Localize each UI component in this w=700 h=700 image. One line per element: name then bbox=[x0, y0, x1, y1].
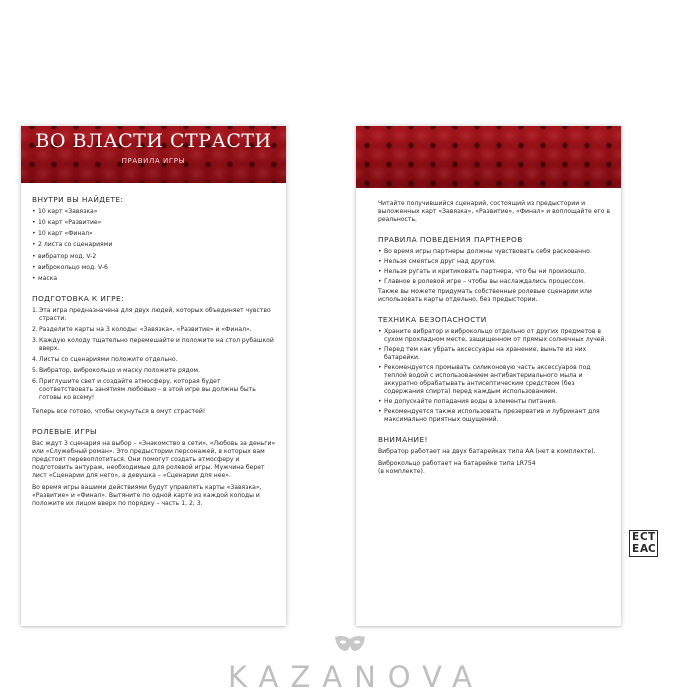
prep-step bbox=[32, 356, 276, 364]
bullet-marker: • bbox=[32, 241, 36, 249]
step-text: Приглушите свет и создайте атмосферу, которая будет соответствовать занятиям любовью – в этой игре вы должны быть готовы ко всему! bbox=[39, 378, 256, 402]
behavior-list bbox=[378, 248, 612, 286]
bullet-marker: • bbox=[378, 327, 382, 335]
list-item bbox=[378, 268, 612, 276]
step-text: Вибратор, виброкольцо и маску положите рядом. bbox=[39, 367, 200, 375]
bullet-marker: • bbox=[32, 207, 36, 215]
list-item bbox=[378, 248, 612, 256]
safety-heading: ТЕХНИКА БЕЗОПАСНОСТИ bbox=[378, 315, 487, 325]
list-item-text: Во время игры партнеры должны чувствовать себя раскованно. bbox=[384, 247, 592, 255]
bullet-marker: • bbox=[32, 252, 36, 260]
bullet-marker: • bbox=[378, 257, 382, 265]
bullet-marker: • bbox=[378, 247, 382, 255]
cert-letter: Е bbox=[632, 531, 640, 543]
inside-section bbox=[32, 195, 276, 283]
prep-steps bbox=[32, 307, 276, 402]
list-item-text: Перед тем как убрать аксессуары на хранение, выньте из них батарейки. bbox=[384, 345, 587, 361]
step-text: Листы со сценариями положите отдельно. bbox=[39, 356, 178, 364]
cert-letter: С bbox=[640, 531, 648, 543]
bullet-marker: • bbox=[32, 263, 36, 271]
bullet-marker: • bbox=[378, 277, 382, 285]
list-item bbox=[378, 346, 612, 362]
step-text: Каждую колоду тщательно перемешайте и положите на стол рубашкой вверх. bbox=[39, 336, 274, 352]
attention-section bbox=[378, 435, 612, 476]
eac-certification-mark bbox=[629, 530, 658, 557]
prep-section bbox=[32, 294, 276, 416]
game-title: ВО ВЛАСТИ СТРАСТИ bbox=[35, 130, 272, 152]
list-item-text: 2 листа со сценариями bbox=[38, 241, 113, 249]
inside-heading: ВНУТРИ ВЫ НАЙДЕТЕ: bbox=[32, 195, 124, 204]
list-item bbox=[32, 241, 276, 249]
prep-step bbox=[32, 326, 276, 334]
bullet-marker: • bbox=[378, 408, 382, 416]
prep-step bbox=[32, 307, 276, 323]
rules-page-left bbox=[21, 126, 286, 626]
behavior-footer: Также вы можете придумать собственные ролевые сценарии или использовать карты отдельно, без предыстории. bbox=[378, 287, 592, 304]
list-item bbox=[32, 253, 276, 261]
list-item-text: 10 карт «Финал» bbox=[38, 230, 93, 238]
attention-heading: ВНИМАНИЕ! bbox=[378, 435, 428, 445]
left-content bbox=[32, 195, 276, 519]
cert-letter: С bbox=[648, 543, 656, 555]
roles-heading: РОЛЕВЫЕ ИГРЫ bbox=[32, 427, 97, 437]
list-item bbox=[378, 328, 612, 344]
decorative-banner bbox=[356, 126, 621, 188]
list-item-text: Храните вибратор и виброкольцо отдельно от других предметов в сухом прохладном месте, защищенном от прямых солнечных лучей. bbox=[384, 327, 607, 343]
list-item-text: 10 карт «Завязка» bbox=[38, 207, 98, 215]
step-text: Эта игра предназначена для двух людей, которых объединяет чувство страсти. bbox=[39, 306, 271, 322]
step-number: 2. bbox=[32, 325, 38, 333]
mask-logo-icon bbox=[333, 634, 367, 654]
bullet-marker: • bbox=[32, 230, 36, 238]
bullet-marker: • bbox=[32, 275, 36, 283]
bullet-marker: • bbox=[378, 363, 382, 371]
intro-paragraph: Читайте получившийся сценарий, состоящий из предыстории и выложенных карт «Завязка», «Развитие», «Финал» и воплощайте его в реальность. bbox=[378, 200, 610, 224]
list-item bbox=[378, 398, 612, 406]
list-item-text: вибратор мод. V-2 bbox=[38, 252, 97, 260]
list-item bbox=[32, 208, 276, 216]
list-item bbox=[32, 219, 276, 227]
list-item-text: маска bbox=[38, 275, 58, 283]
attention-battery-ring: Виброкольцо работает на батарейке типа LR754 (в комплекте). bbox=[378, 459, 536, 475]
list-item bbox=[378, 258, 612, 266]
prep-footer: Теперь все готово, чтобы окунуться в омут страстей! bbox=[32, 408, 206, 416]
list-item bbox=[32, 230, 276, 238]
attention-battery-vibrator: Вибратор работает на двух батарейках типа АА (нет в комплекте). bbox=[378, 447, 596, 455]
list-item-text: Рекомендуется также использовать презерватив и лубрикант для максимально приятных ощущений. bbox=[384, 408, 600, 424]
list-item-text: виброкольцо мод. V-6 bbox=[38, 263, 108, 271]
safety-list bbox=[378, 328, 612, 424]
list-item-text: Не допускайте попадания воды в элементы питания. bbox=[384, 398, 557, 406]
list-item bbox=[378, 408, 612, 424]
list-item bbox=[378, 364, 612, 396]
list-item bbox=[378, 278, 612, 286]
bullet-marker: • bbox=[378, 267, 382, 275]
rules-page-right bbox=[356, 126, 621, 626]
step-number: 1. bbox=[32, 306, 38, 314]
step-number: 6. bbox=[32, 378, 38, 386]
behavior-heading: ПРАВИЛА ПОВЕДЕНИЯ ПАРТНЕРОВ bbox=[378, 235, 523, 245]
list-item-text: Главное в ролевой игре – чтобы вы наслаждались процессом. bbox=[384, 277, 586, 285]
roles-paragraph-2: Во время игры вашими действиями будут управлять карты «Завязка», «Развитие» и «Финал». Вытяните по одной карте из каждой колоды и положите их лицом вверх по порядку – часть 1, 2, 3. bbox=[32, 484, 262, 508]
bullet-marker: • bbox=[32, 218, 36, 226]
right-content bbox=[378, 200, 612, 487]
bullet-marker: • bbox=[378, 345, 382, 353]
list-item-text: Нельзя ругать и критиковать партнера, что бы ни произошло. bbox=[384, 267, 587, 275]
rules-subtitle: ПРАВИЛА ИГРЫ bbox=[121, 157, 186, 165]
roles-paragraph-1: Вас ждут 3 сценария на выбор – «Знакомство в сети», «Любовь за деньги» или «Служебный роман». Это предыстории персонажей, в которых вам предстоит перевоплотиться. Они помогут создать атмосферу и подготовить антураж, необходимые для ролевой игры. Мужчина берет лист «Сценарии для него», а девушка – «Сценарии для нее». bbox=[32, 439, 276, 480]
step-number: 3. bbox=[32, 336, 38, 344]
cert-letter: Т bbox=[648, 531, 656, 543]
behavior-section bbox=[378, 235, 612, 304]
step-number: 4. bbox=[32, 356, 38, 364]
prep-step bbox=[32, 337, 276, 353]
cert-letter: Е bbox=[632, 543, 640, 555]
title-banner bbox=[21, 126, 286, 183]
list-item-text: Рекомендуется промывать силиконовую часть аксессуаров под теплой водой с использованием антибактериального мыла и аккуратно обрабатывать антисептическим средством (без содержания спирта) перед каждым использованием. bbox=[384, 363, 591, 396]
step-number: 5. bbox=[32, 367, 38, 375]
bullet-marker: • bbox=[378, 398, 382, 406]
step-text: Разделите карты на 3 колоды: «Завязка», «Развитие» и «Финал». bbox=[39, 325, 252, 333]
inside-list bbox=[32, 208, 276, 283]
safety-section bbox=[378, 315, 612, 424]
list-item bbox=[32, 264, 276, 272]
list-item-text: 10 карт «Развитие» bbox=[38, 218, 102, 226]
cert-letter: А bbox=[640, 543, 649, 555]
roles-section bbox=[32, 427, 276, 508]
list-item bbox=[32, 275, 276, 283]
prep-heading: ПОДГОТОВКА К ИГРЕ: bbox=[32, 294, 124, 304]
brand-watermark: KAZANOVA bbox=[228, 660, 484, 694]
prep-step bbox=[32, 367, 276, 375]
prep-step bbox=[32, 378, 276, 402]
list-item-text: Нельзя смеяться друг над другом. bbox=[384, 257, 496, 265]
